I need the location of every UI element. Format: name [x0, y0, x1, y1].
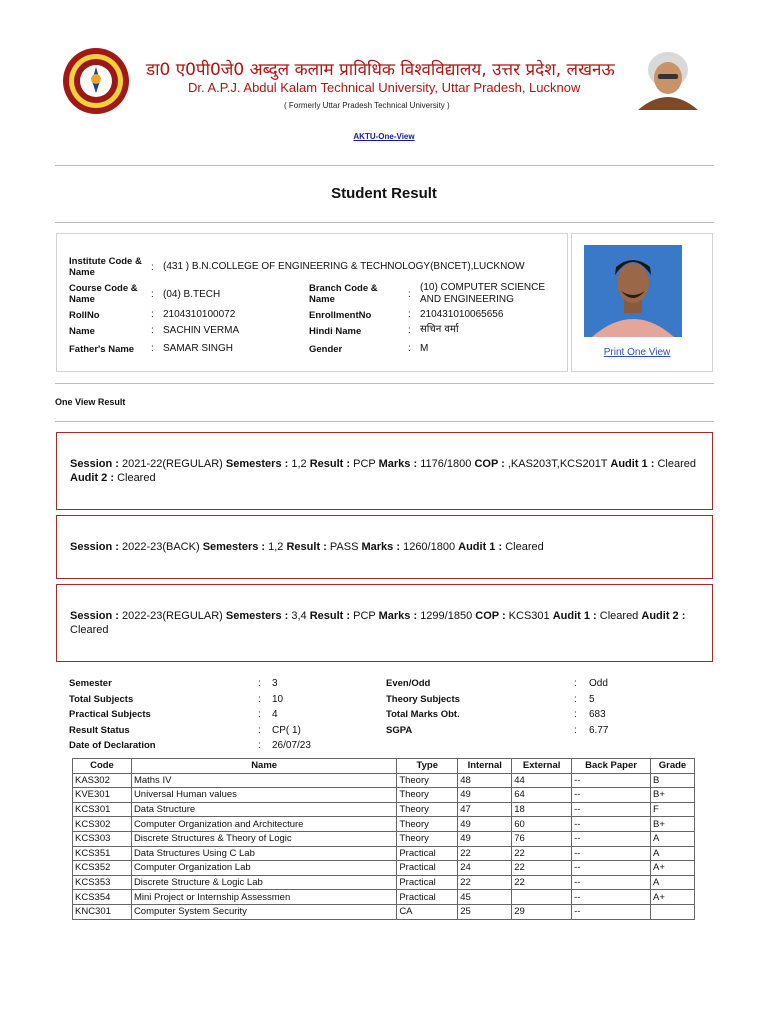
- colon: :: [408, 289, 411, 300]
- column-header: Code: [73, 759, 132, 774]
- student-info-panel: [56, 233, 568, 372]
- audit2-value: Cleared: [117, 472, 156, 484]
- cell-back-paper: --: [572, 875, 651, 890]
- cell-type: Practical: [397, 846, 458, 861]
- session-card: [56, 432, 713, 510]
- cell-external: 22: [512, 875, 572, 890]
- cell-name: Data Structures Using C Lab: [131, 846, 396, 861]
- colon: :: [151, 289, 154, 300]
- session-card: [56, 515, 713, 579]
- course-label: Course Code & Name: [69, 283, 138, 305]
- cell-type: Theory: [397, 817, 458, 832]
- name-label: Name: [69, 326, 95, 337]
- colon: :: [408, 309, 411, 320]
- colon: :: [151, 309, 154, 320]
- session-card: [56, 584, 713, 662]
- theory-subjects-label: Theory Subjects: [386, 694, 460, 705]
- total-marks-label: Total Marks Obt.: [386, 709, 460, 720]
- divider: [55, 222, 714, 223]
- column-header: Internal: [458, 759, 512, 774]
- cell-external: 64: [512, 788, 572, 803]
- cell-code: KCS353: [73, 875, 132, 890]
- total-subjects-value: 10: [272, 694, 284, 705]
- practical-subjects-value: 4: [272, 709, 278, 720]
- colon: :: [574, 709, 577, 720]
- branch-label: Branch Code & Name: [309, 283, 378, 305]
- colon: :: [258, 725, 261, 736]
- audit1-value: Cleared: [599, 610, 639, 622]
- cell-internal: 45: [458, 890, 512, 905]
- colon: :: [151, 343, 154, 354]
- gender-value: M: [420, 343, 429, 354]
- cell-internal: 49: [458, 831, 512, 846]
- session-label: Session :: [70, 610, 119, 622]
- cell-external: 76: [512, 831, 572, 846]
- marks-table-body: [73, 773, 695, 919]
- cell-back-paper: --: [572, 773, 651, 788]
- result-value: PCP: [353, 610, 376, 622]
- print-one-view-link[interactable]: Print One View: [603, 347, 671, 358]
- semester-label: Semester: [69, 678, 112, 689]
- sgpa-value: 6.77: [589, 725, 609, 736]
- declaration-value: 26/07/23: [272, 740, 311, 751]
- audit1-label: Audit 1 :: [552, 610, 597, 622]
- colon: :: [258, 678, 261, 689]
- cell-name: Maths IV: [131, 773, 396, 788]
- marks-value: 1260/1800: [403, 541, 456, 553]
- cell-external: 44: [512, 773, 572, 788]
- result-label: Result :: [286, 541, 327, 553]
- roll-value: 2104310100072: [163, 309, 236, 320]
- cell-type: Theory: [397, 802, 458, 817]
- marks-label: Marks :: [378, 610, 418, 622]
- cell-type: Practical: [397, 861, 458, 876]
- colon: :: [574, 678, 577, 689]
- cell-internal: 47: [458, 802, 512, 817]
- cell-grade: A: [650, 831, 694, 846]
- cell-back-paper: --: [572, 890, 651, 905]
- semester-value: 3: [272, 678, 278, 689]
- cell-internal: 49: [458, 788, 512, 803]
- cell-code: KCS301: [73, 802, 132, 817]
- semesters-value: 3,4: [291, 610, 307, 622]
- cell-grade: [650, 904, 694, 919]
- cell-grade: B: [650, 773, 694, 788]
- gender-label: Gender: [309, 344, 343, 355]
- cell-external: 18: [512, 802, 572, 817]
- divider: [55, 165, 714, 166]
- result-label: Result :: [309, 458, 351, 470]
- cell-grade: B+: [650, 788, 694, 803]
- colon: :: [574, 725, 577, 736]
- page-title: Student Result: [331, 185, 437, 202]
- cell-code: KNC301: [73, 904, 132, 919]
- even-odd-label: Even/Odd: [386, 678, 431, 689]
- cell-grade: F: [650, 802, 694, 817]
- marks-table: [72, 758, 695, 920]
- cop-value: KCS301: [508, 610, 550, 622]
- roll-label: RollNo: [69, 310, 100, 321]
- cell-code: KCS302: [73, 817, 132, 832]
- enrollment-value: 210431010065656: [420, 309, 504, 320]
- table-row: [73, 773, 695, 788]
- cell-internal: 49: [458, 817, 512, 832]
- branch-value: (10) COMPUTER SCIENCE AND ENGINEERING: [420, 282, 546, 305]
- father-name-label: Father's Name: [69, 344, 135, 355]
- marks-label: Marks :: [378, 458, 418, 470]
- session-value: 2022-23(BACK): [121, 541, 200, 553]
- result-status-label: Result Status: [69, 725, 130, 736]
- cell-back-paper: --: [572, 846, 651, 861]
- result-status-value: CP( 1): [272, 725, 301, 736]
- table-row: [73, 802, 695, 817]
- cell-internal: 25: [458, 904, 512, 919]
- result-label: Result :: [309, 610, 351, 622]
- audit2-value: Cleared: [70, 624, 109, 636]
- university-logo-icon: [62, 47, 130, 115]
- declaration-label: Date of Declaration: [69, 740, 156, 751]
- colon: :: [258, 709, 261, 720]
- institute-value: (431 ) B.N.COLLEGE OF ENGINEERING & TECHNOLOGY(BNCET),LUCKNOW: [163, 261, 525, 272]
- cell-internal: 24: [458, 861, 512, 876]
- audit2-label: Audit 2 :: [641, 610, 686, 622]
- colon: :: [408, 325, 411, 336]
- cell-code: KCS351: [73, 846, 132, 861]
- table-row: [73, 817, 695, 832]
- table-row: [73, 875, 695, 890]
- audit2-label: Audit 2 :: [70, 472, 114, 484]
- cell-code: KCS303: [73, 831, 132, 846]
- audit1-label: Audit 1 :: [458, 541, 503, 553]
- cell-type: Theory: [397, 831, 458, 846]
- colon: :: [408, 343, 411, 354]
- cell-external: 29: [512, 904, 572, 919]
- cell-internal: 22: [458, 846, 512, 861]
- cell-name: Computer Organization Lab: [131, 861, 396, 876]
- semesters-label: Semesters :: [225, 458, 289, 470]
- column-header: Type: [397, 759, 458, 774]
- cell-type: Theory: [397, 788, 458, 803]
- cell-external: 22: [512, 861, 572, 876]
- student-photo-panel: [571, 233, 713, 372]
- cell-name: Computer System Security: [131, 904, 396, 919]
- column-header: Back Paper: [572, 759, 651, 774]
- audit1-label: Audit 1 :: [610, 458, 655, 470]
- cell-code: KVE301: [73, 788, 132, 803]
- semesters-label: Semesters :: [202, 541, 266, 553]
- course-value: (04) B.TECH: [163, 289, 221, 300]
- cell-grade: A+: [650, 890, 694, 905]
- table-row: [73, 846, 695, 861]
- student-photo: [584, 245, 682, 337]
- column-header: Name: [131, 759, 396, 774]
- table-row: [73, 861, 695, 876]
- marks-value: 1299/1850: [420, 610, 473, 622]
- sgpa-label: SGPA: [386, 725, 413, 736]
- result-value: PASS: [329, 541, 359, 553]
- formerly-name: ( Formerly Uttar Pradesh Technical University ): [284, 101, 450, 110]
- cop-value: ,KAS203T,KCS201T: [507, 458, 608, 470]
- total-marks-value: 683: [589, 709, 606, 720]
- university-hindi-title: डा0 ए0पी0जे0 अब्दुल कलाम प्राविधिक विश्वविद्यालय, उत्तर प्रदेश, लखनऊ: [146, 60, 615, 80]
- divider: [55, 421, 714, 422]
- one-view-result-title: One View Result: [55, 397, 126, 407]
- cell-back-paper: --: [572, 788, 651, 803]
- table-row: [73, 904, 695, 919]
- cell-grade: A: [650, 846, 694, 861]
- cell-type: Practical: [397, 890, 458, 905]
- cell-external: [512, 890, 572, 905]
- cell-code: KCS352: [73, 861, 132, 876]
- cell-back-paper: --: [572, 817, 651, 832]
- cell-code: KCS354: [73, 890, 132, 905]
- marks-label: Marks :: [361, 541, 401, 553]
- page-header: [0, 0, 768, 120]
- cell-back-paper: --: [572, 904, 651, 919]
- cell-back-paper: --: [572, 831, 651, 846]
- result-value: PCP: [353, 458, 376, 470]
- kalam-portrait-icon: [632, 48, 704, 110]
- aktu-one-view-link[interactable]: AKTU-One-View: [353, 132, 415, 141]
- colon: :: [258, 740, 261, 751]
- cell-name: Computer Organization and Architecture: [131, 817, 396, 832]
- colon: :: [258, 694, 261, 705]
- even-odd-value: Odd: [589, 678, 608, 689]
- cell-name: Discrete Structure & Logic Lab: [131, 875, 396, 890]
- name-value: SACHIN VERMA: [163, 325, 240, 336]
- cop-label: COP :: [475, 610, 506, 622]
- table-header-row: [73, 759, 695, 774]
- cell-external: 22: [512, 846, 572, 861]
- cop-label: COP :: [474, 458, 505, 470]
- cell-back-paper: --: [572, 861, 651, 876]
- table-row: [73, 788, 695, 803]
- cell-name: Mini Project or Internship Assessmen: [131, 890, 396, 905]
- column-header: External: [512, 759, 572, 774]
- practical-subjects-label: Practical Subjects: [69, 709, 151, 720]
- university-english-title: Dr. A.P.J. Abdul Kalam Technical University, Uttar Pradesh, Lucknow: [188, 80, 581, 95]
- colon: :: [151, 325, 154, 336]
- theory-subjects-value: 5: [589, 694, 595, 705]
- table-row: [73, 831, 695, 846]
- cell-name: Data Structure: [131, 802, 396, 817]
- cell-back-paper: --: [572, 802, 651, 817]
- cell-grade: A+: [650, 861, 694, 876]
- session-value: 2022-23(REGULAR): [121, 610, 223, 622]
- father-name-value: SAMAR SINGH: [163, 343, 234, 354]
- cell-type: CA: [397, 904, 458, 919]
- column-header: Grade: [650, 759, 694, 774]
- cell-grade: B+: [650, 817, 694, 832]
- cell-type: Practical: [397, 875, 458, 890]
- table-row: [73, 890, 695, 905]
- audit1-value: Cleared: [657, 458, 696, 470]
- cell-internal: 48: [458, 773, 512, 788]
- hindi-name-value: सचिन वर्मा: [420, 324, 459, 335]
- cell-code: KAS302: [73, 773, 132, 788]
- colon: :: [151, 262, 154, 273]
- hindi-name-label: Hindi Name: [309, 326, 362, 337]
- audit1-value: Cleared: [505, 541, 544, 553]
- cell-grade: A: [650, 875, 694, 890]
- semesters-value: 1,2: [291, 458, 307, 470]
- semesters-label: Semesters :: [225, 610, 289, 622]
- cell-type: Theory: [397, 773, 458, 788]
- colon: :: [574, 694, 577, 705]
- session-label: Session :: [70, 541, 119, 553]
- cell-name: Discrete Structures & Theory of Logic: [131, 831, 396, 846]
- cell-internal: 22: [458, 875, 512, 890]
- semesters-value: 1,2: [268, 541, 284, 553]
- total-subjects-label: Total Subjects: [69, 694, 134, 705]
- cell-name: Universal Human values: [131, 788, 396, 803]
- session-label: Session :: [70, 458, 119, 470]
- enrollment-label: EnrollmentNo: [309, 310, 372, 321]
- institute-label: Institute Code & Name: [69, 256, 142, 278]
- cell-external: 60: [512, 817, 572, 832]
- divider: [55, 383, 714, 384]
- session-value: 2021-22(REGULAR): [121, 458, 223, 470]
- marks-value: 1176/1800: [420, 458, 472, 470]
